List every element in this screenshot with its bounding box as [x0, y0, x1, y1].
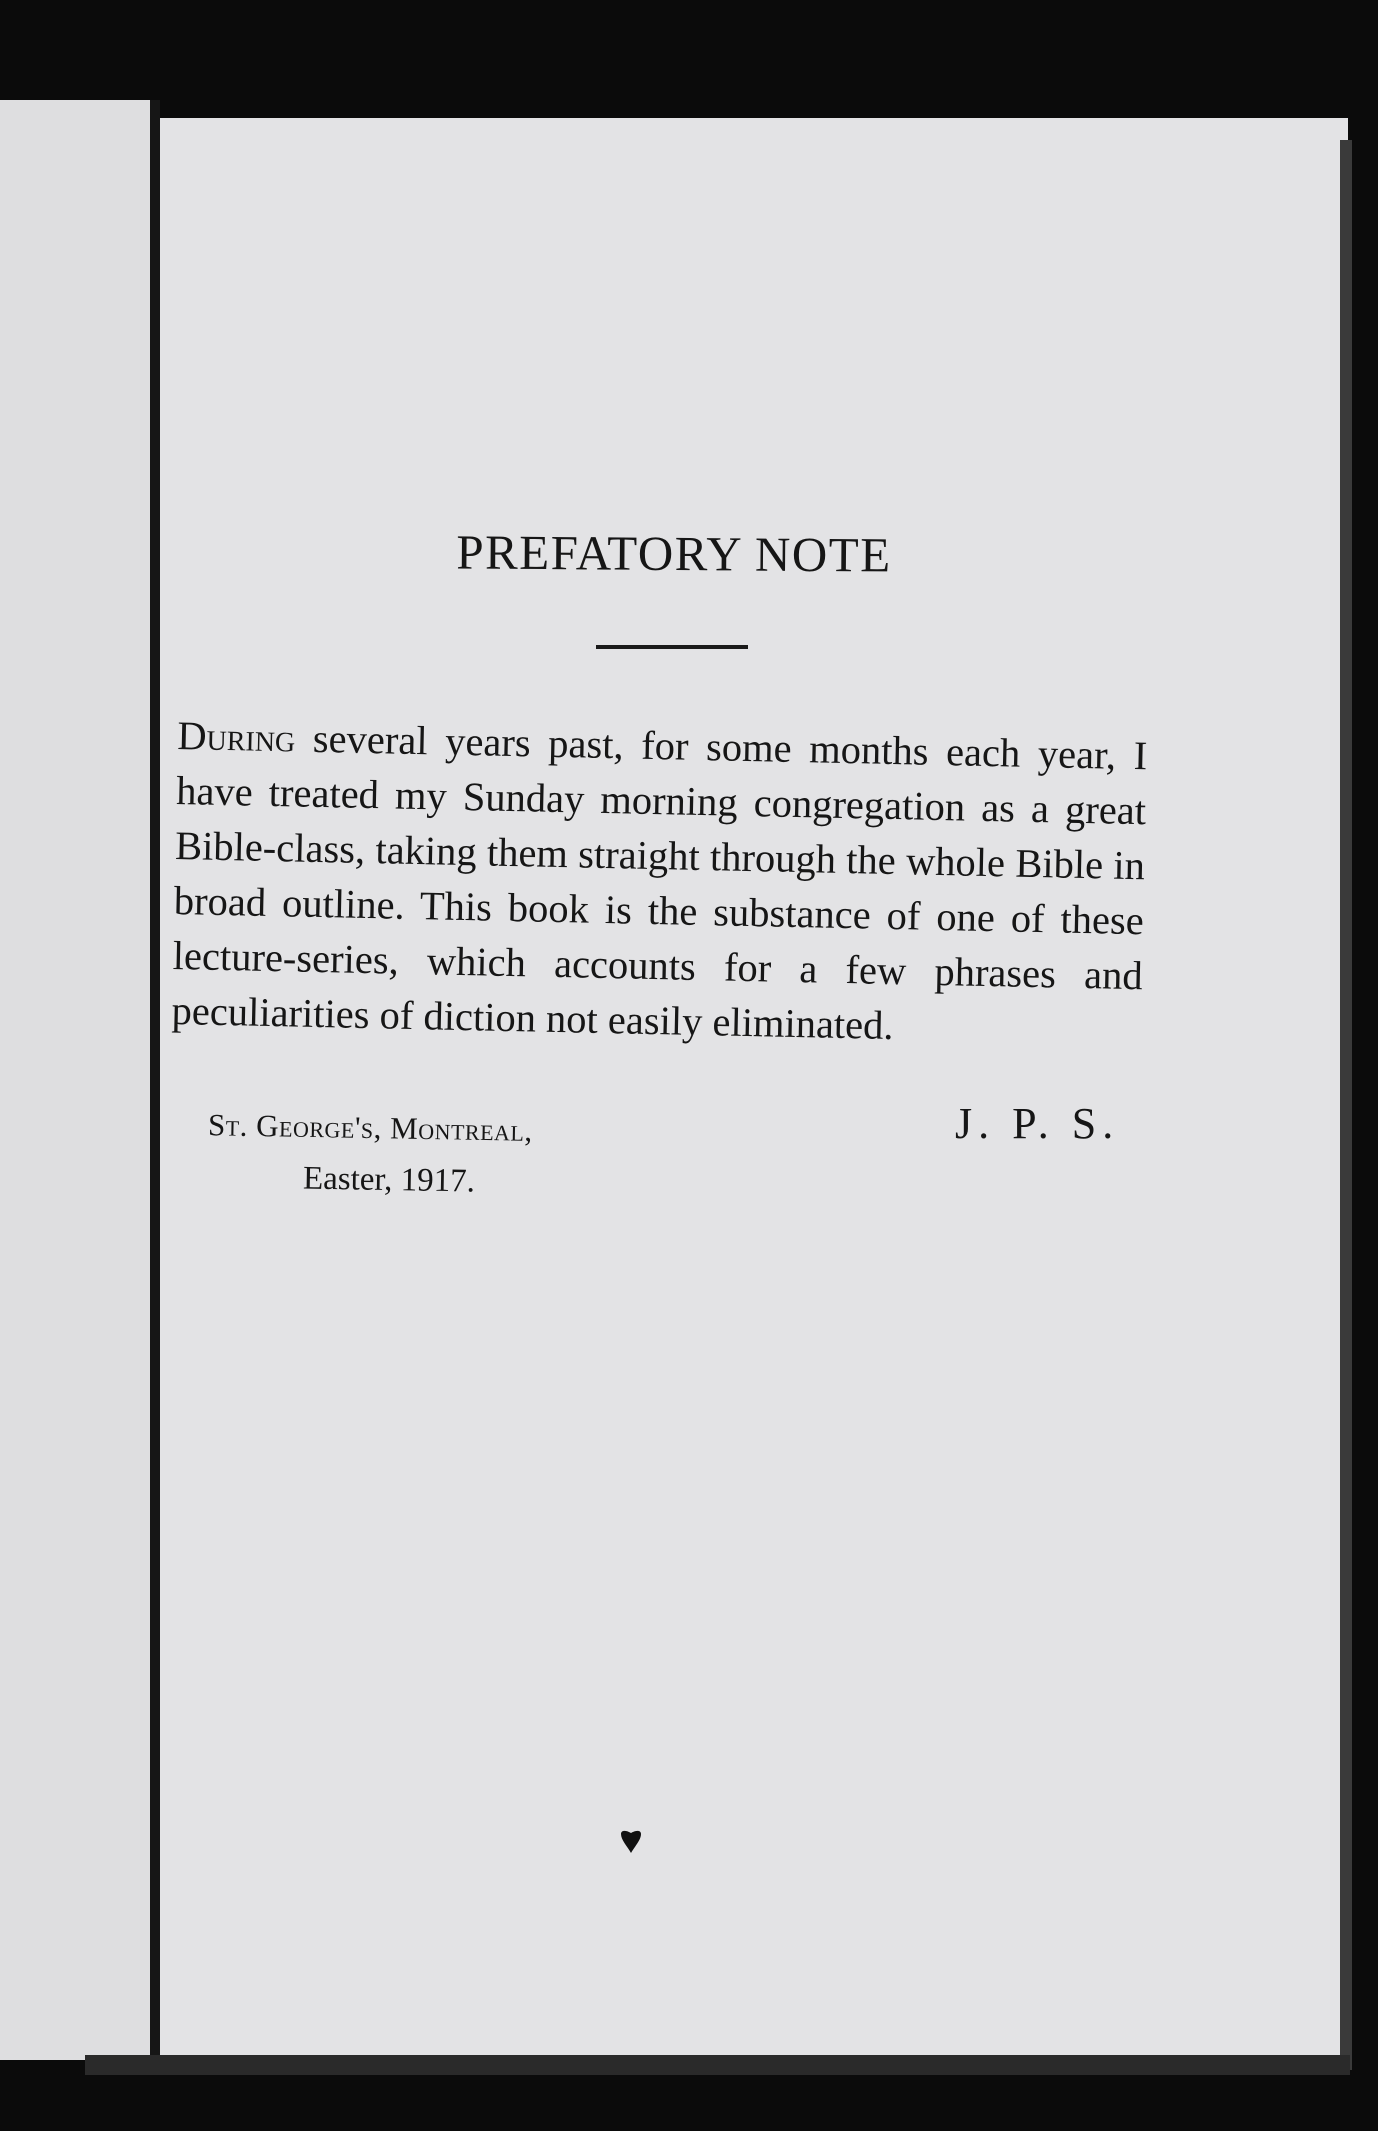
heart-ornament-icon	[620, 1830, 642, 1854]
page	[160, 118, 1348, 2068]
paragraph-text: several years past, for some months each year, I have treated my Sunday morning congregation as a great Bible-class, taking them straight through the whole Bible in broad outline. This book is the substance of one of these lecture-series, which accounts for a few phrases and peculiarities of diction not easily eliminated.	[171, 715, 1148, 1049]
author-initials: J. P. S.	[955, 1099, 1120, 1148]
page-title: PREFATORY NOTE	[456, 524, 892, 583]
signature-date: Easter, 1917.	[302, 1160, 476, 1200]
signature-place: St. George's, Montreal,	[207, 1107, 533, 1148]
bottom-page-edge	[85, 2055, 1350, 2075]
page-gutter	[150, 100, 160, 2060]
lead-word: During	[176, 712, 296, 761]
prefatory-paragraph	[171, 708, 1148, 1058]
title-rule	[596, 645, 748, 649]
left-page-edge	[0, 100, 150, 2060]
right-page-edge	[1340, 140, 1352, 2070]
